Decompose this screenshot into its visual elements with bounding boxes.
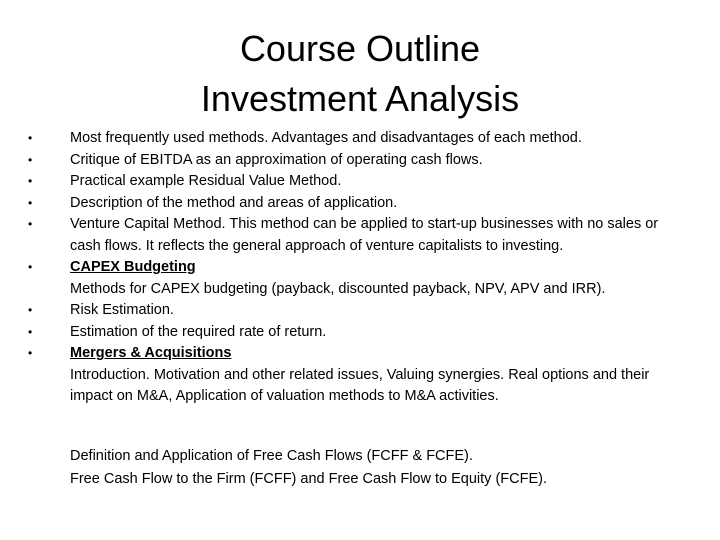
bullet-icon: • xyxy=(28,195,33,210)
list-item xyxy=(28,257,688,300)
bullet-icon: • xyxy=(28,131,33,145)
bullet-icon: • xyxy=(28,346,33,360)
free-cash-flow-notes xyxy=(70,445,690,490)
item-text: Methods for CAPEX budgeting (payback, discounted payback, NPV, APV and IRR). xyxy=(70,280,606,297)
list-item xyxy=(28,128,688,150)
list-item xyxy=(28,300,688,322)
item-text: Practical example Residual Value Method. xyxy=(70,173,342,189)
note-line-1: Definition and Application of Free Cash Flows (FCFF & FCFE). xyxy=(70,448,473,464)
item-text: Critique of EBITDA as an approximation of operating cash flows. xyxy=(70,151,483,168)
section-heading-ma: Mergers & Acquisitions xyxy=(70,345,232,361)
note-line-2: Free Cash Flow to the Firm (FCFF) and Free Cash Flow to Equity (FCFE). xyxy=(70,470,547,487)
item-text: Most frequently used methods. Advantages and disadvantages of each method. xyxy=(70,130,582,146)
item-text: Description of the method and areas of application. xyxy=(70,194,398,211)
list-item xyxy=(28,150,688,172)
list-item xyxy=(28,343,688,408)
item-text: Introduction. Motivation and other related issues, Valuing synergies. Real options and their impact on M&A, Application of valuation methods to M&A activities. xyxy=(70,366,650,404)
title-line-2: Investment Analysis xyxy=(200,78,520,119)
outline-list xyxy=(28,128,688,408)
list-item xyxy=(28,171,688,193)
list-item xyxy=(28,322,688,344)
list-item xyxy=(28,193,688,215)
bullet-icon: • xyxy=(28,217,33,231)
bullet-icon: • xyxy=(28,303,33,317)
title-line-1: Course Outline xyxy=(239,28,481,69)
bullet-icon: • xyxy=(28,260,33,274)
bullet-icon: • xyxy=(28,324,33,339)
list-item xyxy=(28,214,688,257)
slide-title xyxy=(0,24,720,124)
item-text: Risk Estimation. xyxy=(70,302,174,318)
section-heading-capex: CAPEX Budgeting xyxy=(70,259,196,275)
item-text: Estimation of the required rate of return. xyxy=(70,323,327,340)
bullet-icon: • xyxy=(28,152,33,167)
bullet-icon: • xyxy=(28,174,33,188)
item-text: Venture Capital Method. This method can be applied to start-up businesses with no sales or cash flows. It reflects the general approach of venture capitalists to investing. xyxy=(70,216,659,254)
